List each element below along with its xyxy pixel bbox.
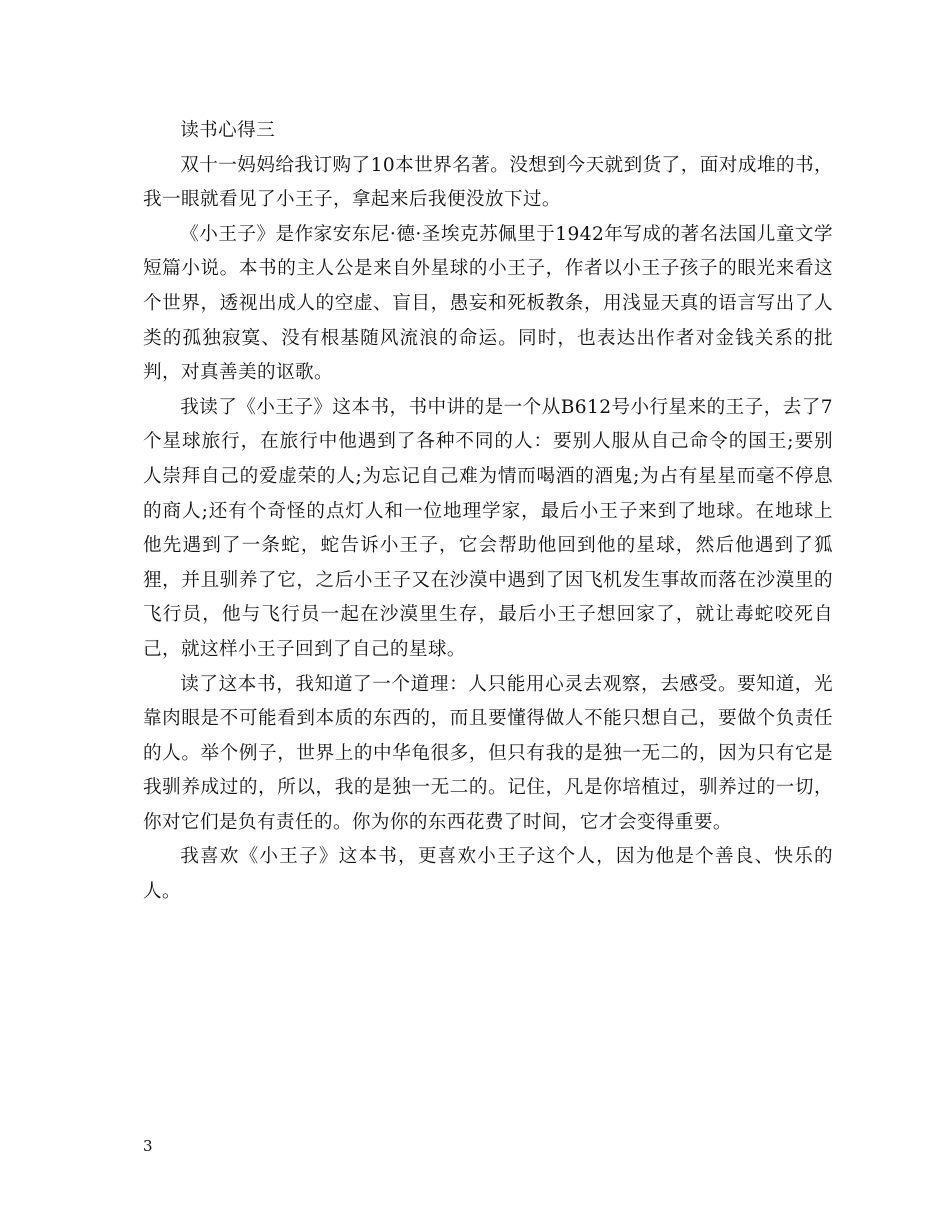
- document-title: 读书心得三: [180, 120, 276, 141]
- paragraph-4: 读了这本书，我知道了一个道理：人只能用心灵去观察，去感受。要知道，光靠肉眼是不可能看到本质的东西的，而且要懂得做人不能只想自己，要做个负责任的人。举个例子，世界上的中华龟很多，但只有我的是独一无二的，因为只有它是我驯养成过的，所以，我的是独一无二的。记住，凡是你培植过，驯养过的一切，你对它们是负有责任的。你为你的东西花费了时间，它才会变得重要。: [143, 673, 833, 833]
- paragraph-5: 我喜欢《小王子》这本书，更喜欢小王子这个人，因为他是个善良、快乐的人。: [143, 846, 833, 903]
- paragraph-2: 《小王子》是作家安东尼·德·圣埃克苏佩里于1942年写成的著名法国儿童文学短篇小说。本书的主人公是来自外星球的小王子，作者以小王子孩子的眼光来看这个世界，透视出成人的空虚、盲目，愚妄和死板教条，用浅显天真的语言写出了人类的孤独寂寞、没有根基随风流浪的命运。同时，也表达出作者对金钱关系的批判，对真善美的讴歌。: [143, 223, 833, 384]
- paragraph-3: 我读了《小王子》这本书，书中讲的是一个从B612号小行星来的王子，去了7个星球旅行，在旅行中他遇到了各种不同的人：要别人服从自己命令的国王;要别人崇拜自己的爱虚荣的人;为忘记自己难为情而喝酒的酒鬼;为占有星星而毫不停息的商人;还有个奇怪的点灯人和一位地理学家，最后小王子来到了地球。在地球上他先遇到了一条蛇，蛇告诉小王子，它会帮助他回到他的星球，然后他遇到了狐狸，并且驯养了它，之后小王子又在沙漠中遇到了因飞机发生事故而落在沙漠里的飞行员，他与飞行员一起在沙漠里生存，最后小王子想回家了，就让毒蛇咬死自己，就这样小王子回到了自己的星球。: [143, 396, 833, 660]
- document-body: [143, 114, 833, 910]
- paragraph-1: 双十一妈妈给我订购了10本世界名著。没想到今天就到货了，面对成堆的书，我一眼就看见了小王子，拿起来后我便没放下过。: [143, 154, 833, 211]
- page-number: 3: [143, 1137, 153, 1155]
